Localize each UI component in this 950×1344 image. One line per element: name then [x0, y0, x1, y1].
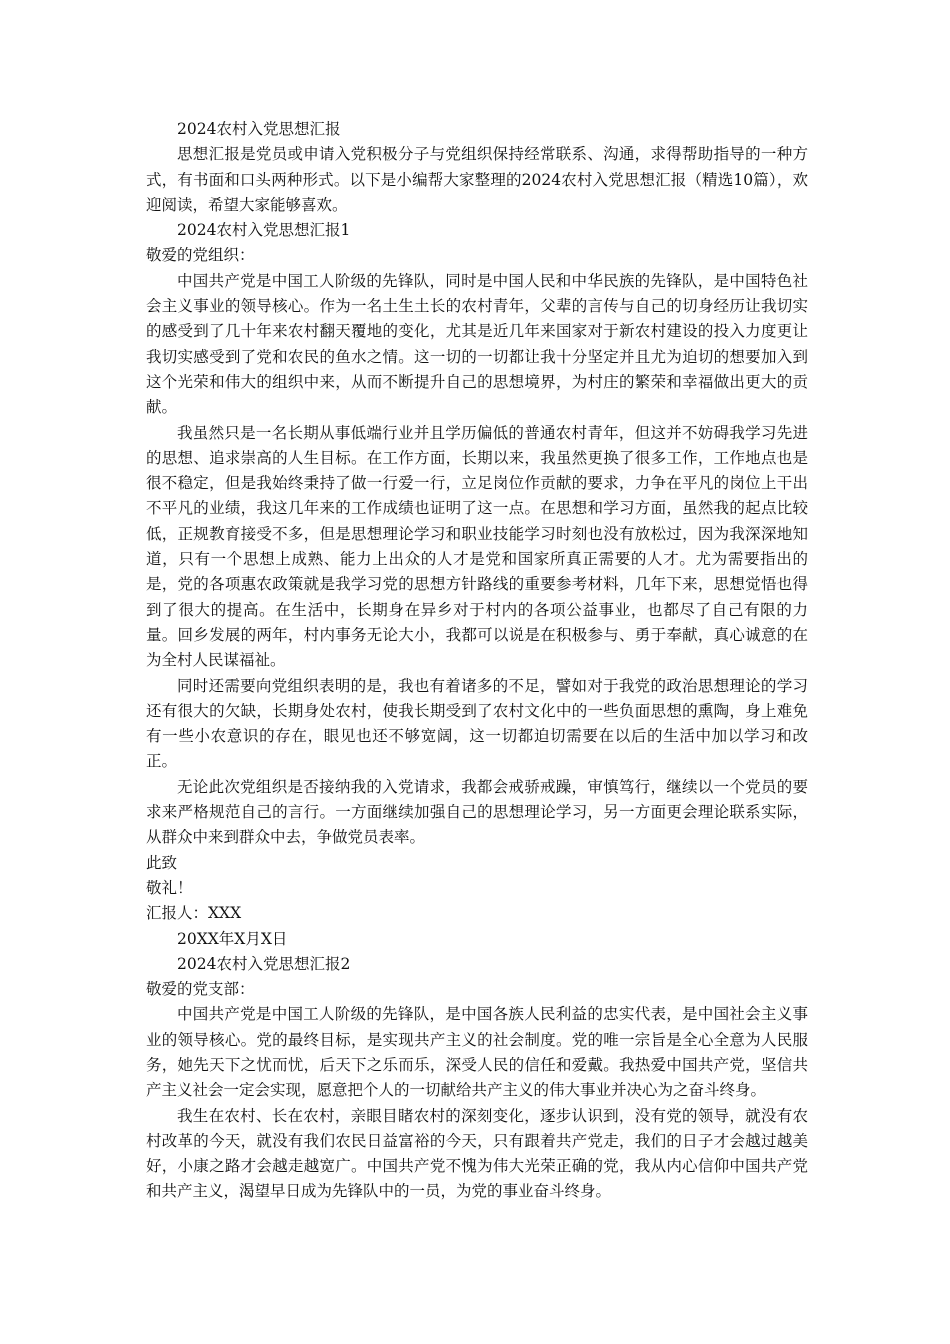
document-page — [146, 117, 808, 1205]
intro-paragraph: 思想汇报是党员或申请入党积极分子与党组织保持经常联系、沟通，求得帮助指导的一种方式，有书面和口头两种形式。以下是小编帮大家整理的2024农村入党思想汇报（精选10篇），欢迎阅读，希望大家能够喜欢。 — [146, 145, 808, 214]
report-2-salutation: 敬爱的党支部： — [146, 980, 255, 999]
report-1-paragraph: 无论此次党组织是否接纳我的入党请求，我都会戒骄戒躁，审慎笃行，继续以一个党员的要求来严格规范自己的言行。一方面继续加强自己的思想理论学习，另一方面更会理论联系实际，从群众中来到群众中去，争做党员表率。 — [146, 777, 808, 847]
report-1-closing-salute: 敬礼！ — [146, 878, 193, 897]
report-1-reporter: 汇报人：XXX — [146, 904, 242, 923]
report-1-heading: 2024农村入党思想汇报1 — [177, 221, 351, 240]
report-1-paragraph: 我虽然只是一名长期从事低端行业并且学历偏低的普通农村青年，但这并不妨碍我学习先进的思想、追求崇高的人生目标。在工作方面，长期以来，我虽然更换了很多工作，工作地点也是很不稳定，但是我始终秉持了做一行爱一行，立足岗位作贡献的要求，力争在平凡的岗位上干出不平凡的业绩，我这几年来的工作成绩也证明了这一点。在思想和学习方面，虽然我的起点比较低，正规教育接受不多，但是思想理论学习和职业技能学习时刻也没有放松过，因为我深深地知道，只有一个思想上成熟、能力上出众的人才是党和国家所真正需要的人才。尤为需要指出的是，党的各项惠农政策就是我学习党的思想方针路线的重要参考材料，几年下来，思想觉悟也得到了很大的提高。在生活中，长期身在异乡对于村内的各项公益事业，也都尽了自己有限的力量。回乡发展的两年，村内事务无论大小，我都可以说是在积极参与、勇于奉献，真心诚意的在为全村人民谋福祉。 — [146, 423, 808, 670]
document-title: 2024农村入党思想汇报 — [177, 120, 341, 138]
report-1-paragraph: 中国共产党是中国工人阶级的先锋队，同时是中国人民和中华民族的先锋队，是中国特色社会主义事业的领导核心。作为一名土生土长的农村青年，父辈的言传与自己的切身经历让我切实的感受到了几十年来农村翻天覆地的变化，尤其是近几年来国家对于新农村建设的投入力度更让我切实感受到了党和农民的鱼水之情。这一切的一切都让我十分坚定并且尤为迫切的想要加入到这个光荣和伟大的组织中来，从而不断提升自己的思想境界，为村庄的繁荣和幸福做出更大的贡献。 — [146, 271, 808, 417]
report-1-closing: 此致 — [146, 853, 178, 872]
report-1-date: 20XX年X月X日 — [177, 929, 288, 948]
report-2-paragraph: 我生在农村、长在农村，亲眼目睹农村的深刻变化，逐步认识到，没有党的领导，就没有农村改革的今天，就没有我们农民日益富裕的今天，只有跟着共产党走，我们的日子才会越过越美好，小康之路才会越走越宽广。中国共产党不愧为伟大光荣正确的党，我从内心信仰中国共产党和共产主义，渴望早日成为先锋队中的一员，为党的事业奋斗终身。 — [146, 1106, 808, 1201]
report-1-salutation: 敬爱的党组织： — [146, 246, 255, 265]
report-2-paragraph: 中国共产党是中国工人阶级的先锋队，是中国各族人民利益的忠实代表，是中国社会主义事业的领导核心。党的最终目标，是实现共产主义的社会制度。党的唯一宗旨是全心全意为人民服务，她先天下之忧而忧，后天下之乐而乐，深受人民的信任和爱戴。我热爱中国共产党，坚信共产主义社会一定会实现，愿意把个人的一切献给共产主义的伟大事业并决心为之奋斗终身。 — [146, 1005, 808, 1100]
report-2-heading: 2024农村入党思想汇报2 — [177, 954, 351, 973]
report-1-paragraph: 同时还需要向党组织表明的是，我也有着诸多的不足，譬如对于我党的政治思想理论的学习还有很大的欠缺，长期身处农村，使我长期受到了农村文化中的一些负面思想的熏陶，身上难免有一些小农意识的存在，眼见也还不够宽阔，这一切都迫切需要在以后的生活中加以学习和改正。 — [146, 676, 808, 771]
